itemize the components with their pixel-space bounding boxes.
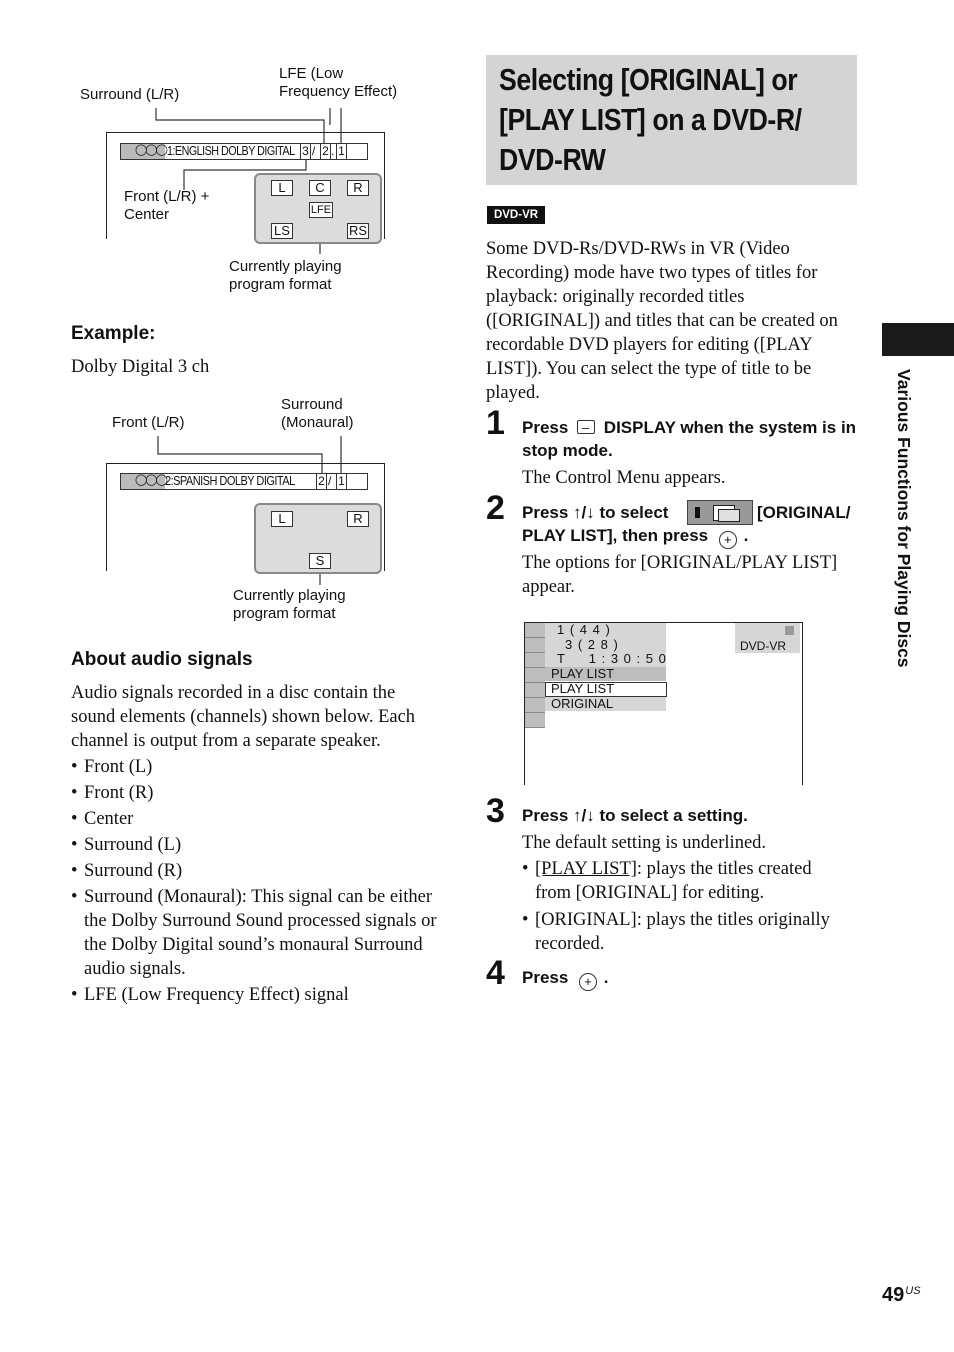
menu-option-header: PLAY LIST — [551, 666, 615, 681]
section-title-line1: Selecting [ORIGINAL] or — [499, 62, 798, 97]
section-title-band — [486, 55, 857, 185]
intro-text: Some DVD-Rs/DVD-RWs in VR (Video Recording) mode have two types of titles for playback: originally recorded titles ([ORIGINAL]) and titles that can be created on recordable DVD players for editing ([PLAY LIST]). You can select the type of title to be played. — [486, 239, 838, 403]
label-lfe-2: Frequency Effect) — [279, 83, 398, 100]
side-tab-label: Various Functions for Playing Discs — [894, 369, 914, 668]
step-2-line1 — [522, 501, 668, 524]
step-1-text — [522, 416, 858, 462]
audio-icon: ◯◯◯ — [135, 144, 166, 156]
channel-count-surround-2: 1 — [336, 473, 347, 490]
speaker-s: S — [309, 553, 331, 569]
audio-status-bar-1 — [120, 143, 368, 160]
audio-track-text-2: 2:SPANISH DOLBY DIGITAL — [165, 474, 295, 488]
list-item: • Surround (R) — [71, 859, 443, 883]
speaker-lfe: LFE — [310, 204, 332, 216]
speaker-rs: RS — [348, 223, 368, 238]
step-2-line2-text: PLAY LIST], then press — [522, 526, 709, 545]
step-1-pre: Press — [522, 418, 569, 437]
menu-time: T 1 : 3 0 : 5 0 — [557, 651, 667, 666]
label-surround-mon-1: Surround — [281, 396, 343, 413]
step-1-number: 1 — [486, 404, 505, 442]
step-2-end: . — [743, 526, 749, 545]
speaker-l: L — [271, 180, 293, 196]
label-playing-2b: program format — [233, 605, 336, 622]
setting-playlist-desc: : plays the titles created from [ORIGINAL] for editing. — [535, 859, 812, 903]
page-number-value: 49 — [882, 1284, 905, 1306]
menu-title-count: 1 ( 4 4 ) — [557, 622, 611, 637]
channel-count-front: 3 — [300, 143, 311, 160]
step-2-number: 2 — [486, 489, 505, 527]
setting-list — [522, 857, 852, 956]
channel-count-lfe: 1 — [336, 143, 347, 160]
about-heading: About audio signals — [71, 649, 253, 670]
step-2-desc: The options for [ORIGINAL/PLAY LIST] appear. — [522, 553, 838, 597]
display-button-icon — [577, 420, 595, 434]
example-text: Dolby Digital 3 ch — [71, 357, 210, 377]
speaker-l-2: L — [271, 511, 293, 527]
channel-count-front-2: 2 — [316, 473, 327, 490]
step-4-number: 4 — [486, 954, 505, 992]
channel-separator-2: / — [328, 474, 332, 488]
list-item: • Surround (Monaural): This signal can be either the Dolby Surround Sound processed signals or the Dolby Digital sound’s monaural Surround audio signals. — [71, 885, 443, 981]
label-playing-1b: program format — [229, 276, 332, 293]
speaker-r: R — [347, 180, 369, 196]
channel-list — [71, 755, 443, 1007]
dvd-vr-badge: DVD-VR — [487, 206, 545, 224]
list-item: • Front (R) — [71, 781, 443, 805]
label-front-center-2: Center — [124, 206, 170, 223]
disc-icon-box — [121, 144, 165, 159]
enter-button-icon: + — [719, 531, 737, 549]
original-playlist-icon — [687, 500, 753, 525]
enter-button-icon: + — [579, 973, 597, 991]
channel-count-surround: 2 — [320, 143, 331, 160]
section-title-line3: DVD-RW — [499, 142, 606, 177]
about-text: Audio signals recorded in a disc contain the sound elements (channels) shown below. Each channel is output from a separate speaker. — [71, 683, 416, 751]
audio-icon-2: ◯◯◯ — [135, 474, 166, 486]
channel-dot: . — [331, 144, 335, 158]
label-playing-1a: Currently playing — [229, 258, 342, 275]
label-playing-2a: Currently playing — [233, 587, 346, 604]
step-2-mid: [ORIGINAL/ — [757, 503, 851, 522]
menu-chapter-count: 3 ( 2 8 ) — [565, 637, 619, 652]
label-lfe-1: LFE (Low — [279, 65, 344, 82]
step-2-line2 — [522, 524, 748, 549]
audio-track-text-1: 1:ENGLISH DOLBY DIGITAL — [167, 144, 295, 158]
list-item: • Front (L) — [71, 755, 443, 779]
list-item: • Center — [71, 807, 443, 831]
side-tab-marker — [882, 323, 954, 356]
step-1-main: DISPLAY when the system is in stop mode. — [522, 418, 857, 460]
speaker-r-2: R — [347, 511, 369, 527]
page-number — [882, 1284, 921, 1307]
step-4-end: . — [603, 968, 609, 987]
setting-original-desc: [ORIGINAL]: plays the titles originally recorded. — [535, 910, 830, 954]
page-number-suffix: US — [905, 1285, 921, 1297]
audio-status-bar-2 — [120, 473, 368, 490]
step-4-pre: Press — [522, 968, 569, 987]
menu-option-playlist[interactable]: PLAY LIST — [551, 681, 615, 696]
step-4-text — [522, 966, 609, 991]
list-item — [522, 857, 852, 905]
menu-dvd-vr-tag: DVD-VR — [740, 639, 787, 653]
step-3-text: Press ↑/↓ to select a setting. — [522, 806, 748, 825]
label-surround-mon-2: (Monaural) — [281, 414, 354, 431]
channel-separator: / — [312, 144, 316, 158]
list-item — [522, 908, 852, 956]
section-title-line2: [PLAY LIST] on a DVD-R/ — [499, 102, 802, 137]
list-item: • LFE (Low Frequency Effect) signal — [71, 983, 443, 1007]
disc-icon-box-2 — [121, 474, 165, 489]
step-3-number: 3 — [486, 792, 505, 830]
setting-playlist-default: [PLAY LIST] — [535, 859, 637, 879]
step-2-pre: Press ↑/↓ to select — [522, 503, 669, 522]
list-item: • Surround (L) — [71, 833, 443, 857]
menu-icon-column — [525, 623, 545, 728]
step-1-desc: The Control Menu appears. — [522, 468, 726, 488]
speaker-ls: LS — [271, 223, 293, 239]
step-3-desc: The default setting is underlined. — [522, 833, 767, 853]
label-front-center-1: Front (L/R) + — [124, 188, 210, 205]
label-surround-lr: Surround (L/R) — [80, 86, 180, 103]
example-heading: Example: — [71, 323, 156, 344]
speaker-c: C — [309, 180, 331, 196]
label-front-lr: Front (L/R) — [112, 414, 185, 431]
menu-option-original[interactable]: ORIGINAL — [551, 696, 614, 711]
